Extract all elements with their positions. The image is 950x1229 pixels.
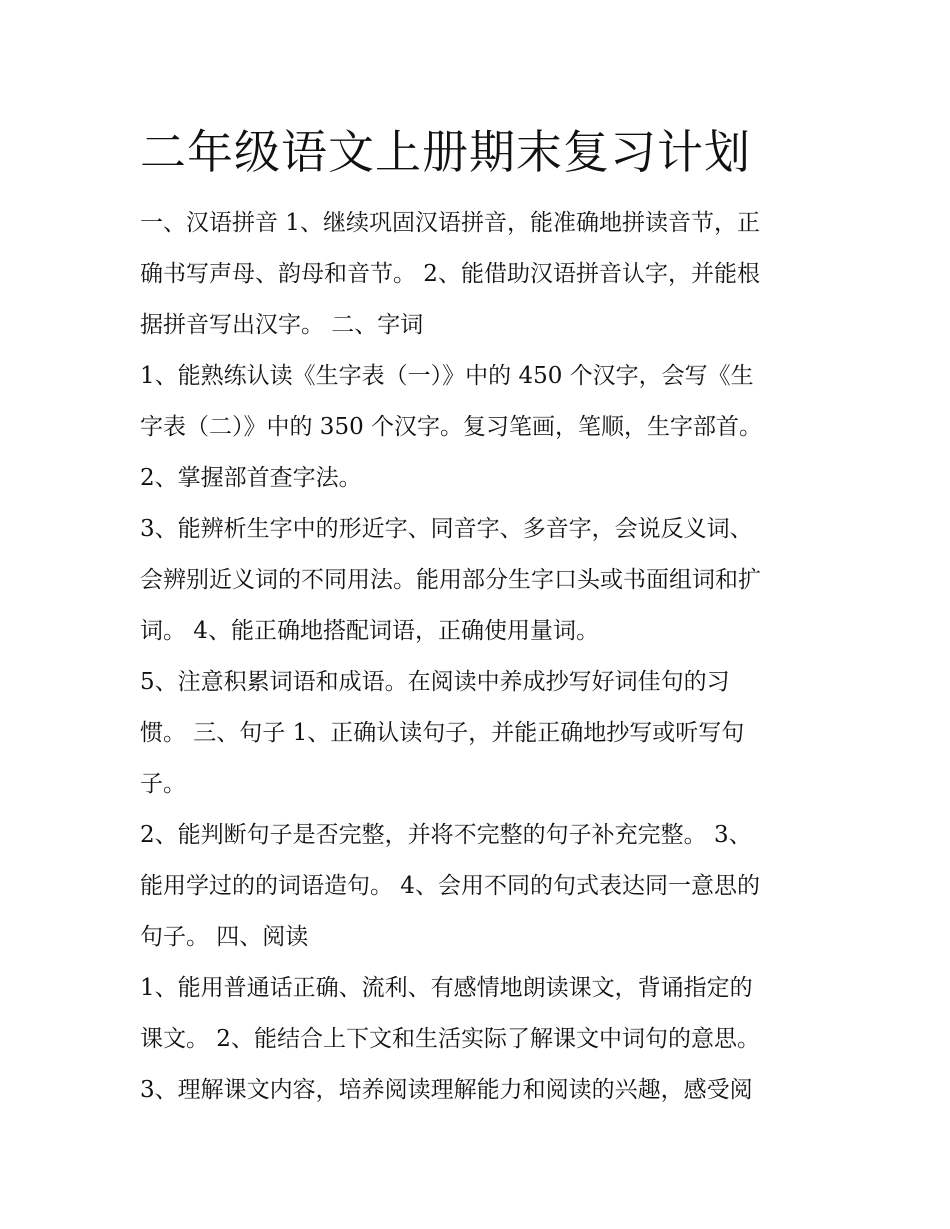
text-line: 据拼音写出汉字。 二、字词 [140, 312, 424, 338]
text-line: 1、能用普通话正确、流利、有感情地朗读课文，背诵指定的 [140, 975, 753, 1001]
text-line: 确书写声母、韵母和音节。 2、能借助汉语拼音认字，并能根 [140, 261, 760, 287]
text-line: 2、掌握部首查字法。 [140, 465, 362, 491]
text-line: 1、能熟练认读《生字表（一）》中的 450 个汉字，会写《生 [140, 363, 754, 389]
text-line: 课文。 2、能结合上下文和生活实际了解课文中词句的意思。 [140, 1026, 760, 1052]
text-line: 5、注意积累词语和成语。在阅读中养成抄写好词佳句的习 [140, 669, 730, 695]
text-line: 3、理解课文内容，培养阅读理解能力和阅读的兴趣，感受阅 [140, 1077, 753, 1103]
text-line: 惯。 三、句子 1、正确认读句子，并能正确地抄写或听写句 [140, 720, 745, 746]
document-body [140, 198, 820, 1116]
text-line: 字表（二）》中的 350 个汉字。复习笔画，笔顺，生字部首。 [140, 414, 763, 440]
text-line: 子。 [140, 771, 186, 797]
text-line: 3、能辨析生字中的形近字、同音字、多音字，会说反义词、 [140, 516, 753, 542]
text-line: 会辨别近义词的不同用法。能用部分生字口头或书面组词和扩 [140, 567, 761, 593]
text-line: 2、能判断句子是否完整，并将不完整的句子补充完整。 3、 [140, 822, 752, 848]
text-line: 句子。 四、阅读 [140, 924, 309, 950]
text-line: 能用学过的的词语造句。 4、会用不同的句式表达同一意思的 [140, 873, 760, 899]
text-line: 一、汉语拼音 1、继续巩固汉语拼音，能准确地拼读音节，正 [140, 210, 760, 236]
document-title: 二年级语文上册期末复习计划 [140, 125, 751, 179]
text-line: 词。 4、能正确地搭配词语，正确使用量词。 [140, 618, 599, 644]
